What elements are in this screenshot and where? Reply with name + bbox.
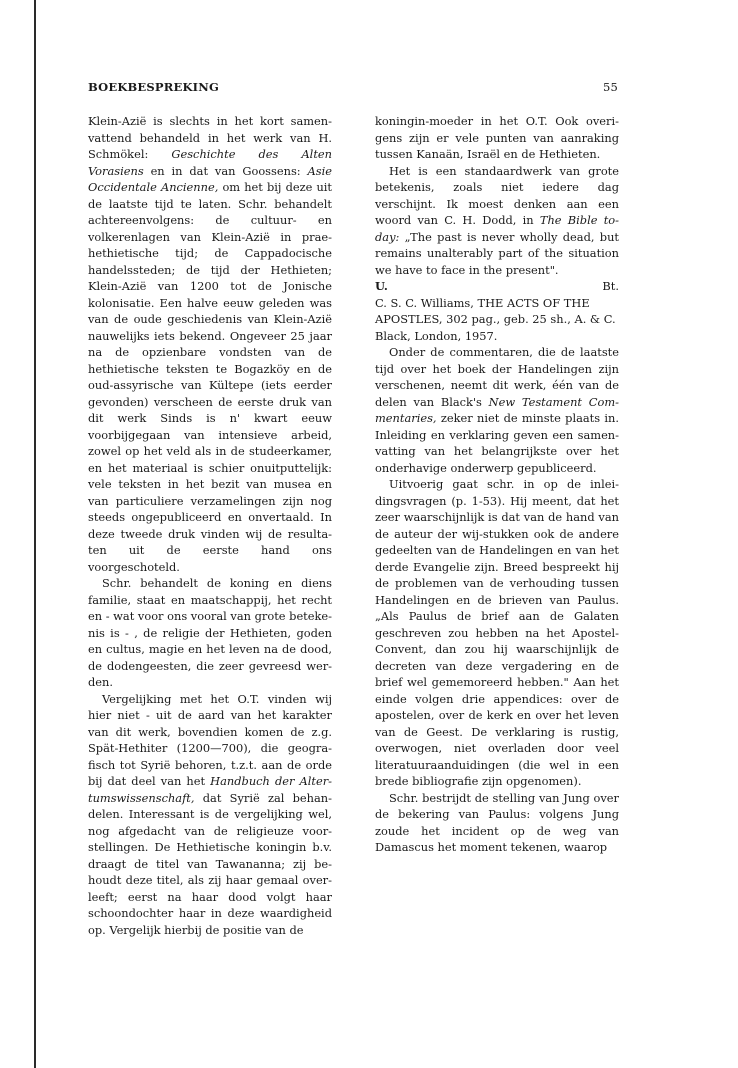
right-column xyxy=(375,113,619,856)
paragraph xyxy=(88,575,332,691)
paragraph xyxy=(375,790,619,856)
book-citation: C. S. C. Williams, THE ACTS OF THE APOSTLES, 302 pag., geb. 25 sh., A. & C. Black, London, 1957. xyxy=(375,295,616,343)
text-run: zeker niet de minste plaats in. Inleiding en verklaring geven een samenvatting van het belangrijkste over het onderhavige onderwerp gepubliceerd. xyxy=(375,411,619,475)
italic-title: New Testament Commentaries, xyxy=(375,394,619,425)
text-run: koningin-moeder in het O.T. Ook overigens zijn er vele punten van aanraking tussen Kanaän, Israël en de Hethieten. xyxy=(375,114,619,161)
text-run: en in dat van Goossens: xyxy=(143,163,308,178)
paragraph xyxy=(375,476,619,790)
italic-title: The Bible to-day: xyxy=(375,213,620,244)
text-run: Het is een standaardwerk van grote betekenis, zoals niet iedere dag verschijnt. Ik moest denken aan een woord van C. H. Dodd, in xyxy=(375,163,619,227)
text-run: Schr. behandelt de koning en diens familie, staat en maatschappij, het recht en - wat voor ons vooral van grote betekenis is - , de religie der Hethieten, goden en cultus, magie en het leven na de dood, de dodengeesten, die zeer gevreesd werden. xyxy=(88,576,333,689)
text-run: „The past is never wholly dead, but remains unalterably part of the situation we have to face in the present". xyxy=(375,229,619,277)
page-number: 55 xyxy=(602,80,618,94)
italic-title: Handbuch der Altertumswissenschaft, xyxy=(88,774,332,805)
signature-initial: U. xyxy=(375,279,388,293)
paragraph xyxy=(88,113,332,575)
text-run: dat Syrië zal behandelen. Interessant is de vergelijking wel, nog afgedacht van de religieuze voorstellingen. De Hethietische koningin b.v. draagt de titel van Tawananna; zij behoudt deze titel, als zij haar gemaal overleeft; eerst na haar dood volgt haar schoondochter haar in deze waardigheid op. Vergelijk hierbij de positie van de xyxy=(88,790,332,937)
review-signature xyxy=(375,278,619,295)
paragraph xyxy=(375,113,619,163)
running-title: BOEKBESPREKING xyxy=(88,80,219,94)
italic-title: Geschichte des Alten Vorasiens xyxy=(88,147,332,178)
left-column xyxy=(88,113,332,938)
text-run: om het bij deze uit de laatste tijd te laten. Schr. behandelt achtereenvolgens: de cultuur- en volkerenlagen van Klein-Azië in prae-hethietische tijd; de Cappadocische handelssteden; de tijd der Hethieten; Klein-Azië van 1200 tot de Jonische kolonisatie. Een halve eeuw geleden was van de oude geschiedenis van Klein-Azië nauwelijks iets bekend. Ongeveer 25 jaar na de opzienbare vondsten van de hethietische teksten te Bogazköy en de oud-assyrische van Kültepe (iets eerder gevonden) verscheen de eerste druk van dit werk Sinds is n' kwart eeuw voorbijgegaan van intensieve arbeid, zowel op het veld als in de studeerkamer, en het materiaal is schier onuitputtelijk: vele teksten in het bezit van musea en van particuliere verzamelingen zijn nog steeds ongepubliceerd en onvertaald. In deze tweede druk vinden wij de resultaten uit de eerste hand ons voorgeschoteld. xyxy=(88,180,333,574)
scan-edge-line xyxy=(34,0,36,1068)
paragraph xyxy=(375,344,619,476)
text-run: Vergelijking met het O.T. vinden wij hier niet - uit de aard van het karakter van dit werk, bovendien komen de z.g. Spät-Hethiter (1200—700), die geografisch tot Syrië behoren, t.z.t. aan de orde bij dat deel van het xyxy=(88,691,332,788)
text-run: Uitvoerig gaat schr. in op de inleidingsvragen (p. 1-53). Hij meent, dat het zeer waarschijnlijk is dat van de hand van de auteur der wij-stukken ook de andere gedeelten van de Handelingen en van het derde Evangelie zijn. Breed bespreekt hij de problemen van de verhouding tussen Handelingen en de brieven van Paulus. „Als Paulus de brief aan de Galaten geschreven zou hebben na het Apostel-Convent, dan zou hij waarschijnlijk de decreten van deze vergadering en de brief wel gememoreerd hebben." Aan het einde volgen drie appendices: over de apostelen, over de kerk en over het leven van de Geest. De verklaring is rustig, overwogen, niet overladen door veel literatuuraanduidingen (die wel in een brede bibliografie zijn opgenomen). xyxy=(375,477,619,788)
text-run: Schr. bestrijdt de stelling van Jung over de bekering van Paulus: volgens Jung zoude het incident op de weg van Damascus het moment tekenen, waarop xyxy=(375,790,619,854)
text-run: Klein-Azië is slechts in het kort samenvattend behandeld in het werk van H. Schmökel: xyxy=(88,114,332,161)
signature-author: Bt. xyxy=(602,279,619,293)
italic-title: Asie Occidentale Ancienne, xyxy=(88,163,332,194)
paragraph xyxy=(88,691,332,939)
text-run: Onder de commentaren, die de laatste tijd over het boek der Handelingen zijn verschenen, neemt dit werk, één van de delen van Black's xyxy=(375,345,619,409)
paragraph xyxy=(375,163,619,279)
